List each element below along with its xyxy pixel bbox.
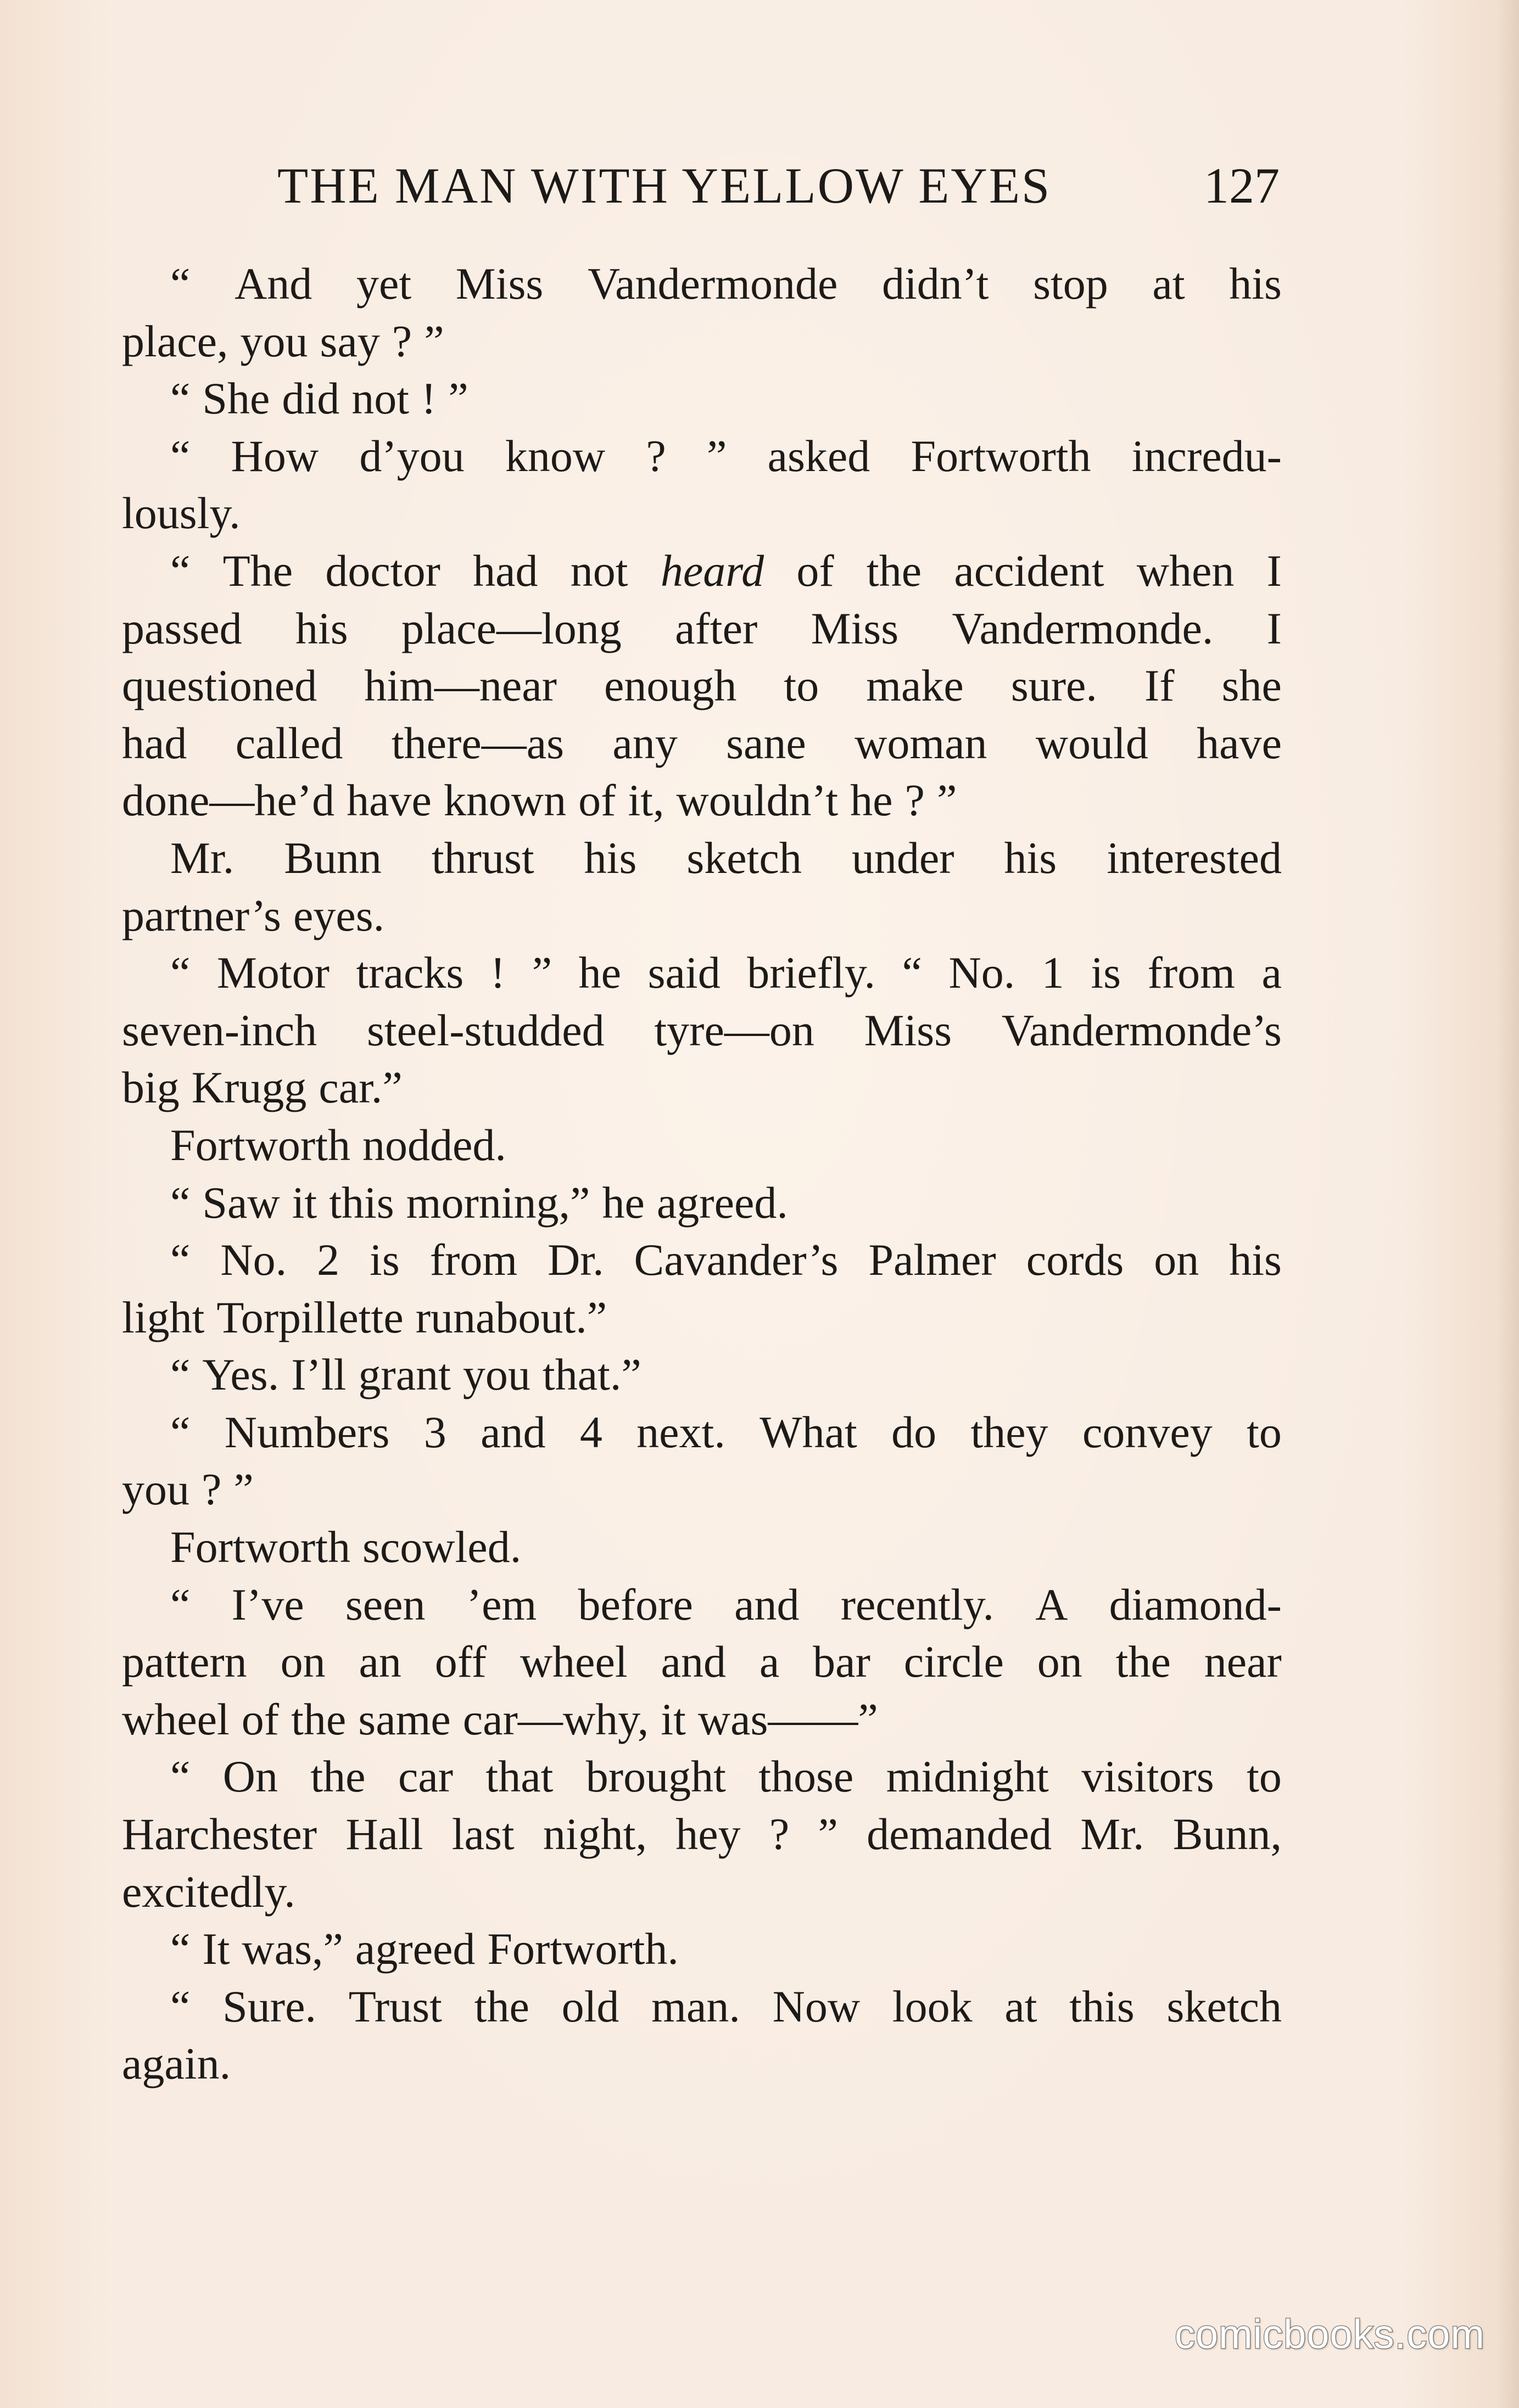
text-line: you ? ” — [122, 1464, 254, 1515]
text-line: pattern on an off wheel and a bar circle on the near — [122, 1637, 1282, 1687]
text-line: “ The doctor had not heard of the accident when I — [170, 545, 1282, 596]
page-header — [277, 156, 1280, 222]
text-line: Mr. Bunn thrust his sketch under his interested — [170, 832, 1282, 883]
text-line: had called there—as any sane woman would have — [122, 718, 1282, 768]
text-line: “ No. 2 is from Dr. Cavander’s Palmer cords on his — [170, 1235, 1282, 1285]
running-title: THE MAN WITH YELLOW EYES — [277, 158, 1052, 214]
text-line: excitedly. — [122, 1866, 295, 1917]
body-text — [122, 255, 1282, 2093]
text-line: again. — [122, 2039, 231, 2089]
text-line: “ She did not ! ” — [170, 373, 468, 424]
text-line: “ How d’you know ? ” asked Fortworth incredu- — [170, 430, 1282, 481]
text-line: done—he’d have known of it, wouldn’t he ? ” — [122, 775, 957, 826]
text-line: “ I’ve seen ’em before and recently. A diamond- — [170, 1579, 1282, 1629]
text-line: “ And yet Miss Vandermonde didn’t stop at his — [170, 259, 1282, 309]
watermark: comicbooks.com — [1174, 2311, 1485, 2357]
text-line: light Torpillette runabout.” — [122, 1292, 607, 1342]
text-line: Fortworth nodded. — [170, 1119, 506, 1170]
text-line: “ Saw it this morning,” he agreed. — [170, 1177, 788, 1228]
text-line: seven-inch steel-studded tyre—on Miss Vandermonde’s — [122, 1005, 1282, 1055]
text-line: “ Yes. I’ll grant you that.” — [170, 1349, 641, 1400]
page-number: 127 — [1204, 158, 1280, 214]
text-line: lously. — [122, 488, 241, 539]
text-line: Harchester Hall last night, hey ? ” demanded Mr. Bunn, — [122, 1809, 1282, 1860]
text-line: “ Sure. Trust the old man. Now look at this sketch — [170, 1981, 1282, 2031]
text-line: passed his place—long after Miss Vandermonde. I — [122, 603, 1282, 653]
text-line: questioned him—near enough to make sure. If she — [122, 660, 1282, 711]
text-line: “ Numbers 3 and 4 next. What do they convey to — [170, 1407, 1282, 1457]
text-line: big Krugg car.” — [122, 1062, 403, 1113]
text-line: place, you say ? ” — [122, 316, 444, 366]
text-line: wheel of the same car—why, it was——” — [122, 1694, 878, 1744]
text-line: “ On the car that brought those midnight visitors to — [170, 1751, 1282, 1802]
text-line: Fortworth scowled. — [170, 1522, 522, 1572]
text-line: “ Motor tracks ! ” he said briefly. “ No. 1 is from a — [170, 948, 1282, 998]
text-line: partner’s eyes. — [122, 890, 385, 940]
text-line: “ It was,” agreed Fortworth. — [170, 1924, 679, 1974]
